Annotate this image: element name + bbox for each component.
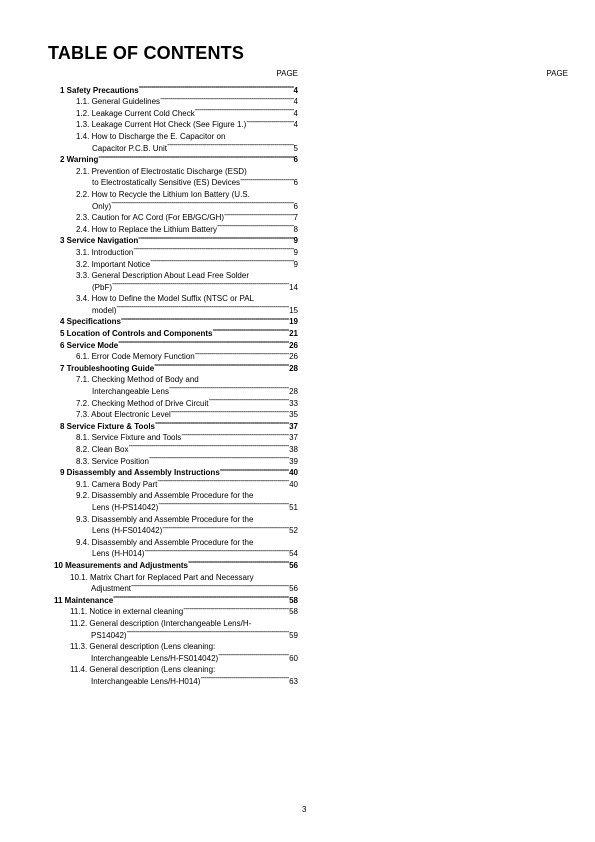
toc-leader-dashes bbox=[121, 313, 289, 325]
toc-entry-page: 5 bbox=[293, 143, 298, 153]
toc-entry-title: 1.3. Leakage Current Hot Check (See Figure 1.) bbox=[76, 120, 247, 130]
toc-leader-dashes bbox=[112, 278, 289, 290]
toc-entry-page: 51 bbox=[289, 502, 298, 512]
toc-entry-title: Capacitor P.C.B. Unit bbox=[92, 143, 167, 153]
toc-leader-dashes bbox=[155, 417, 289, 429]
toc-entry-title: 9.3. Disassembly and Assemble Procedure for the bbox=[76, 514, 254, 524]
toc-entry-title: 7.3. About Electronic Level bbox=[76, 410, 171, 420]
toc-leader-dashes bbox=[225, 127, 298, 139]
toc-entry-page: 28 bbox=[289, 363, 298, 373]
toc-entry-title: 6.1. Error Code Memory Function bbox=[76, 352, 195, 362]
toc-leader-dashes bbox=[118, 336, 289, 348]
toc-leader-dashes bbox=[251, 614, 298, 626]
toc-entry-page: 52 bbox=[289, 526, 298, 536]
toc-entry-title: Only) bbox=[92, 201, 112, 211]
toc-entry-title: Lens (H-FS014042) bbox=[92, 526, 163, 536]
toc-leader-dashes bbox=[169, 382, 289, 394]
toc-leader-dashes bbox=[200, 672, 289, 684]
toc-entry-page: 37 bbox=[289, 421, 298, 431]
toc-leader-dashes bbox=[218, 649, 289, 661]
toc-entry-page: 56 bbox=[289, 584, 298, 594]
toc-entry-page: 35 bbox=[289, 410, 298, 420]
toc-entry-title: Interchangeable Lens/H-H014) bbox=[91, 676, 201, 686]
toc-entry[interactable] bbox=[48, 81, 298, 93]
toc-entry-title: 7.1. Checking Method of Body and bbox=[76, 375, 199, 385]
page-title: TABLE OF CONTENTS bbox=[48, 43, 245, 63]
toc-entry-title: 9.4. Disassembly and Assemble Procedure for the bbox=[76, 537, 254, 547]
toc-entry-title: 1.1. General Guidelines bbox=[76, 97, 161, 107]
toc-entry-page: 56 bbox=[289, 560, 298, 570]
toc-entry-title: 11.1. Notice in external cleaning bbox=[70, 607, 184, 617]
toc-entry-page: 6 bbox=[293, 201, 298, 211]
toc-leader-dashes bbox=[138, 232, 293, 244]
toc-entry-title: 3.1. Introduction bbox=[76, 247, 134, 257]
toc-leader-dashes bbox=[224, 209, 294, 221]
toc-leader-dashes bbox=[149, 452, 289, 464]
toc-leader-dashes bbox=[212, 324, 289, 336]
toc-leader-dashes bbox=[220, 464, 289, 476]
toc-entry-title: 3.2. Important Notice bbox=[76, 259, 151, 269]
toc-leader-dashes bbox=[195, 348, 289, 360]
toc-leader-dashes bbox=[249, 267, 298, 279]
toc-entry[interactable] bbox=[48, 209, 298, 221]
toc-entry-title: 9.2. Disassembly and Assemble Procedure for the bbox=[76, 491, 254, 501]
toc-entry-page: 58 bbox=[289, 595, 298, 605]
toc-entry-title: 7 Troubleshooting Guide bbox=[60, 363, 155, 373]
toc-entry-title: Adjustment bbox=[91, 584, 132, 594]
toc-entry[interactable] bbox=[48, 290, 298, 302]
toc-entry-page: 9 bbox=[293, 259, 298, 269]
toc-leader-dashes bbox=[215, 638, 298, 650]
toc-entry-page: 54 bbox=[289, 549, 298, 559]
toc-entry[interactable] bbox=[48, 591, 298, 603]
toc-entry-title: 11.2. General description (Interchangeable Lens/H- bbox=[70, 618, 252, 628]
toc-entry-title: 4 Specifications bbox=[60, 317, 121, 327]
toc-entry-title: 1 Safety Precautions bbox=[60, 85, 139, 95]
page-column-header-right: PAGE bbox=[546, 69, 568, 78]
toc-entry-page: 6 bbox=[293, 178, 298, 188]
toc-entry-page: 21 bbox=[289, 329, 298, 339]
toc-entry-title: 5 Location of Controls and Components bbox=[60, 329, 213, 339]
table-of-contents bbox=[48, 81, 298, 684]
toc-entry-page: 19 bbox=[289, 317, 298, 327]
toc-entry-page: 8 bbox=[293, 224, 298, 234]
toc-entry-title: 3.3. General Description About Lead Free Solder bbox=[76, 271, 249, 281]
toc-entry-page: 4 bbox=[293, 85, 298, 95]
toc-entry-page: 4 bbox=[293, 108, 298, 118]
toc-leader-dashes bbox=[160, 93, 293, 105]
toc-entry-page: 59 bbox=[289, 630, 298, 640]
toc-leader-dashes bbox=[171, 406, 289, 418]
toc-entry[interactable] bbox=[48, 533, 298, 545]
toc-leader-dashes bbox=[215, 661, 298, 673]
toc-entry-title: 11 Maintenance bbox=[54, 595, 114, 605]
toc-entry-page: 26 bbox=[289, 340, 298, 350]
toc-entry-title: 8 Service Fixture & Tools bbox=[60, 421, 155, 431]
toc-entry-title: to Electrostatically Sensitive (ES) Devices bbox=[92, 178, 241, 188]
toc-entry[interactable] bbox=[48, 638, 298, 650]
toc-leader-dashes bbox=[240, 174, 293, 186]
toc-leader-dashes bbox=[209, 394, 290, 406]
toc-entry-title: model) bbox=[92, 305, 117, 315]
toc-leader-dashes bbox=[247, 162, 298, 174]
toc-entry-title: 11.4. General description (Lens cleaning: bbox=[70, 665, 216, 675]
toc-entry-title: 2.4. How to Replace the Lithium Battery bbox=[76, 224, 217, 234]
toc-leader-dashes bbox=[199, 371, 298, 383]
toc-leader-dashes bbox=[253, 533, 298, 545]
toc-leader-dashes bbox=[150, 255, 293, 267]
toc-entry-page: 4 bbox=[293, 120, 298, 130]
toc-entry-title: 2.3. Caution for AC Cord (For EB/GC/GH) bbox=[76, 213, 225, 223]
toc-entry[interactable] bbox=[48, 556, 298, 568]
toc-entry-page: 9 bbox=[293, 247, 298, 257]
toc-entry-title: 8.2. Clean Box bbox=[76, 445, 129, 454]
toc-entry-title: 1.4. How to Discharge the E. Capacitor on bbox=[76, 131, 226, 141]
toc-leader-dashes bbox=[217, 220, 294, 232]
toc-entry-title: 2.1. Prevention of Electrostatic Discharge (ESD) bbox=[76, 166, 247, 176]
toc-entry-page: 33 bbox=[289, 398, 298, 408]
toc-leader-dashes bbox=[154, 359, 289, 371]
toc-entry-title: Lens (H-H014) bbox=[92, 549, 145, 559]
toc-entry-title: 3.4. How to Define the Model Suffix (NTSC or PAL bbox=[76, 294, 255, 304]
toc-entry-title: 11.3. General description (Lens cleaning: bbox=[70, 642, 216, 652]
toc-leader-dashes bbox=[253, 487, 298, 499]
toc-entry-title: 8.3. Service Position bbox=[76, 456, 149, 466]
toc-entry-page: 37 bbox=[289, 433, 298, 443]
toc-entry-page: 58 bbox=[289, 607, 298, 617]
toc-leader-dashes bbox=[183, 603, 289, 615]
toc-leader-dashes bbox=[133, 243, 293, 255]
toc-entry[interactable] bbox=[48, 510, 298, 522]
toc-leader-dashes bbox=[113, 591, 289, 603]
toc-entry-page: 14 bbox=[289, 282, 298, 292]
toc-leader-dashes bbox=[139, 81, 294, 93]
toc-leader-dashes bbox=[127, 626, 290, 638]
toc-entry-title: 10.1. Matrix Chart for Replaced Part and Necessary bbox=[70, 572, 254, 582]
toc-leader-dashes bbox=[167, 139, 294, 151]
toc-entry-title: (PbF) bbox=[92, 282, 112, 292]
toc-leader-dashes bbox=[128, 440, 289, 452]
toc-entry-page: 4 bbox=[293, 97, 298, 107]
toc-leader-dashes bbox=[162, 522, 289, 534]
toc-leader-dashes bbox=[188, 556, 289, 568]
toc-leader-dashes bbox=[144, 545, 289, 557]
toc-leader-dashes bbox=[131, 580, 289, 592]
toc-entry-title: 2 Warning bbox=[60, 155, 99, 165]
toc-entry-page: 9 bbox=[293, 236, 298, 246]
toc-leader-dashes bbox=[195, 104, 294, 116]
toc-entry-title: 1.2. Leakage Current Cold Check bbox=[76, 108, 195, 118]
toc-entry-page: 7 bbox=[293, 213, 298, 223]
toc-entry-page: 40 bbox=[289, 468, 298, 478]
toc-entry-page: 15 bbox=[289, 305, 298, 315]
toc-leader-dashes bbox=[250, 185, 298, 197]
toc-entry-title: 9.1. Camera Body Part bbox=[76, 479, 158, 489]
toc-entry-title: 6 Service Mode bbox=[60, 340, 119, 350]
toc-entry[interactable] bbox=[48, 151, 298, 163]
toc-entry-title: Interchangeable Lens/H-FS014042) bbox=[91, 653, 219, 663]
toc-leader-dashes bbox=[98, 151, 293, 163]
toc-entry-page: 38 bbox=[289, 445, 298, 454]
toc-entry-title: 3 Service Navigation bbox=[60, 236, 139, 246]
page-column-header-left: PAGE bbox=[276, 69, 298, 78]
toc-leader-dashes bbox=[111, 197, 293, 209]
toc-entry-page: 63 bbox=[289, 676, 298, 686]
toc-entry[interactable] bbox=[48, 394, 298, 406]
toc-entry-page: 28 bbox=[289, 387, 298, 397]
toc-entry-title: PS14042) bbox=[91, 630, 127, 640]
toc-entry-page: 26 bbox=[289, 352, 298, 362]
toc-entry-page: 60 bbox=[289, 653, 298, 663]
toc-entry-page: 39 bbox=[289, 456, 298, 466]
toc-entry-title: 8.1. Service Fixture and Tools bbox=[76, 433, 182, 443]
toc-leader-dashes bbox=[158, 498, 289, 510]
page-number: 3 bbox=[302, 805, 307, 814]
toc-entry-title: 9 Disassembly and Assembly Instructions bbox=[60, 468, 220, 478]
toc-leader-dashes bbox=[253, 510, 298, 522]
toc-entry-title: 2.2. How to Recycle the Lithium Ion Battery (U.S. bbox=[76, 189, 250, 199]
toc-leader-dashes bbox=[116, 301, 289, 313]
toc-leader-dashes bbox=[181, 429, 289, 441]
toc-entry-title: Lens (H-PS14042) bbox=[92, 502, 159, 512]
toc-leader-dashes bbox=[157, 475, 289, 487]
toc-leader-dashes bbox=[246, 116, 293, 128]
toc-entry[interactable] bbox=[48, 313, 298, 325]
toc-entry-title: 7.2. Checking Method of Drive Circuit bbox=[76, 398, 209, 408]
toc-leader-dashes bbox=[254, 568, 298, 580]
toc-entry-page: 6 bbox=[293, 155, 298, 165]
toc-leader-dashes bbox=[254, 290, 298, 302]
toc-entry-title: Interchangeable Lens bbox=[92, 387, 169, 397]
toc-entry-title: 10 Measurements and Adjustments bbox=[54, 560, 188, 570]
toc-entry-page: 40 bbox=[289, 479, 298, 489]
